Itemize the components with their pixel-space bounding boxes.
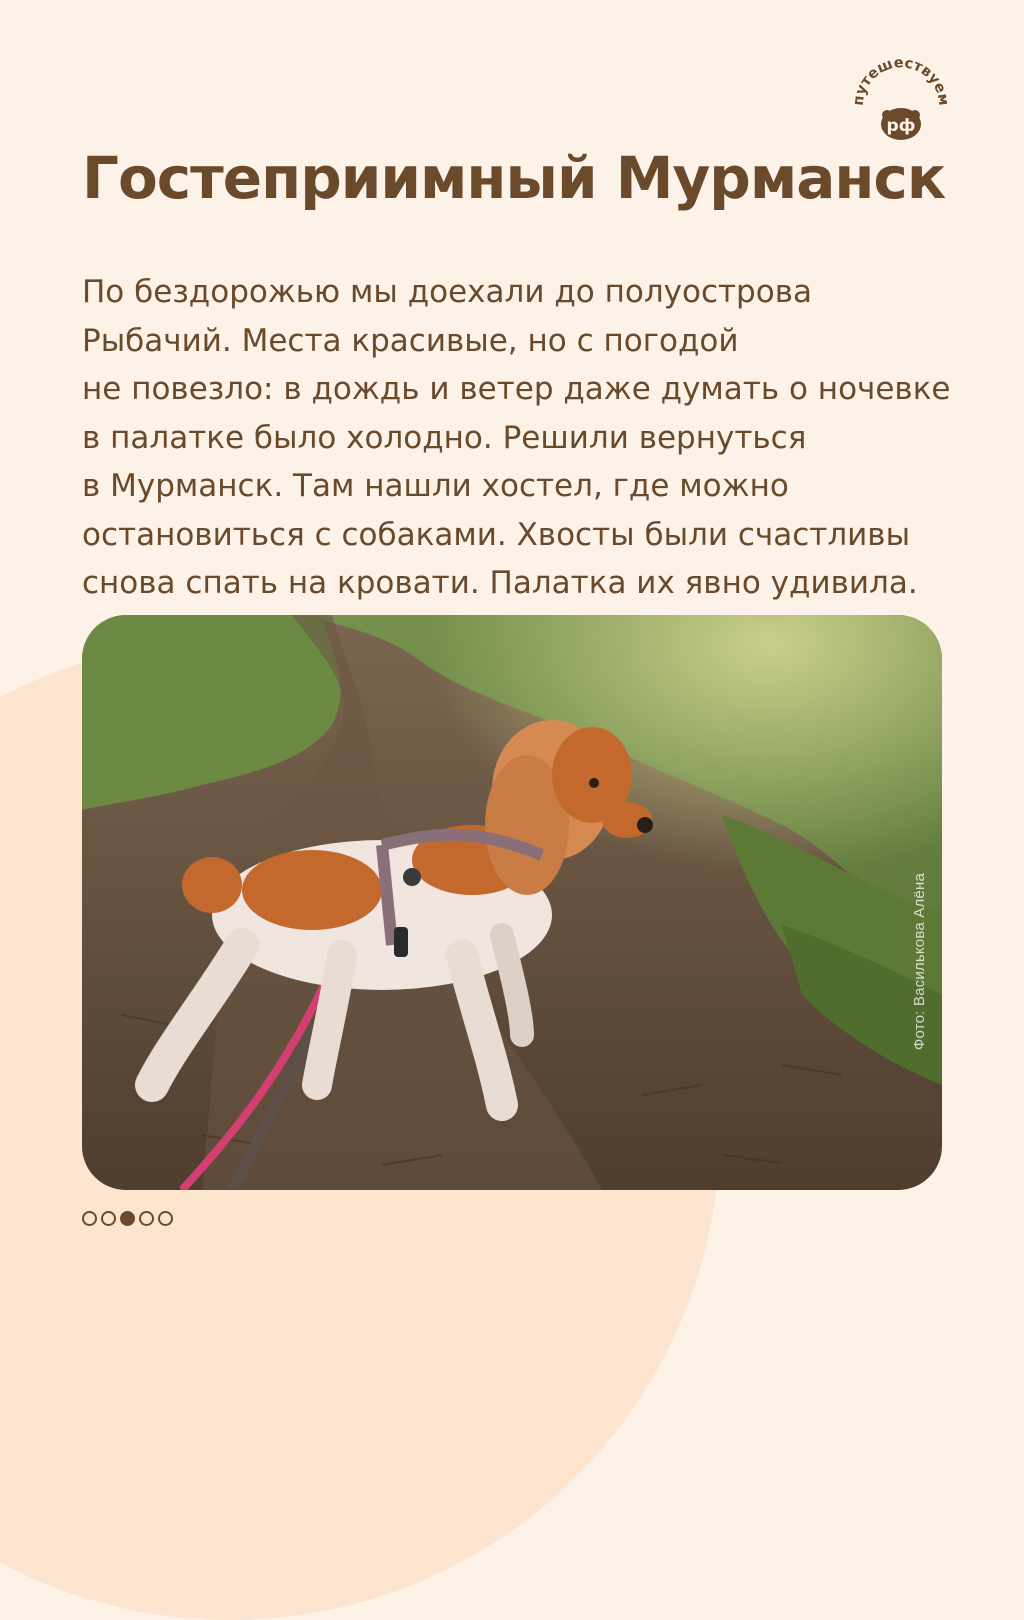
paragraph-line: в палатке было холодно. Решили вернуться xyxy=(82,419,807,456)
pagination-dot[interactable] xyxy=(139,1211,154,1226)
photo-credit: Фото: Василькова Алёна xyxy=(911,872,928,1050)
paragraph-line: Рыбачий. Места красивые, но с погодой xyxy=(82,322,739,359)
dog-photo xyxy=(82,615,942,1190)
paragraph-line: не повезло: в дождь и ветер даже думать о ночевке xyxy=(82,371,951,407)
paragraph-line: снова спать на кровати. Палатка их явно удивила. xyxy=(82,565,918,601)
pagination-dot-active[interactable] xyxy=(120,1211,135,1226)
logo-arc-text: путешествуем xyxy=(850,55,952,107)
paragraph-line: По бездорожью мы доехали до полуострова xyxy=(82,274,812,310)
paragraph-line: в Мурманск. Там нашли хостел, где можно xyxy=(82,468,789,504)
pagination-dot[interactable] xyxy=(158,1211,173,1226)
pagination-dot[interactable] xyxy=(101,1211,116,1226)
brand-logo xyxy=(846,42,956,152)
pagination-dot[interactable] xyxy=(82,1211,97,1226)
paragraph-line: остановиться с собаками. Хвосты были счастливы xyxy=(82,516,911,553)
pagination-dots xyxy=(82,1211,173,1226)
body-paragraph xyxy=(82,268,962,608)
svg-text:путешествуем xyxy=(851,55,952,106)
logo-badge-text: рф xyxy=(886,116,916,136)
page-title: Гостеприимный Мурманск xyxy=(82,144,946,212)
